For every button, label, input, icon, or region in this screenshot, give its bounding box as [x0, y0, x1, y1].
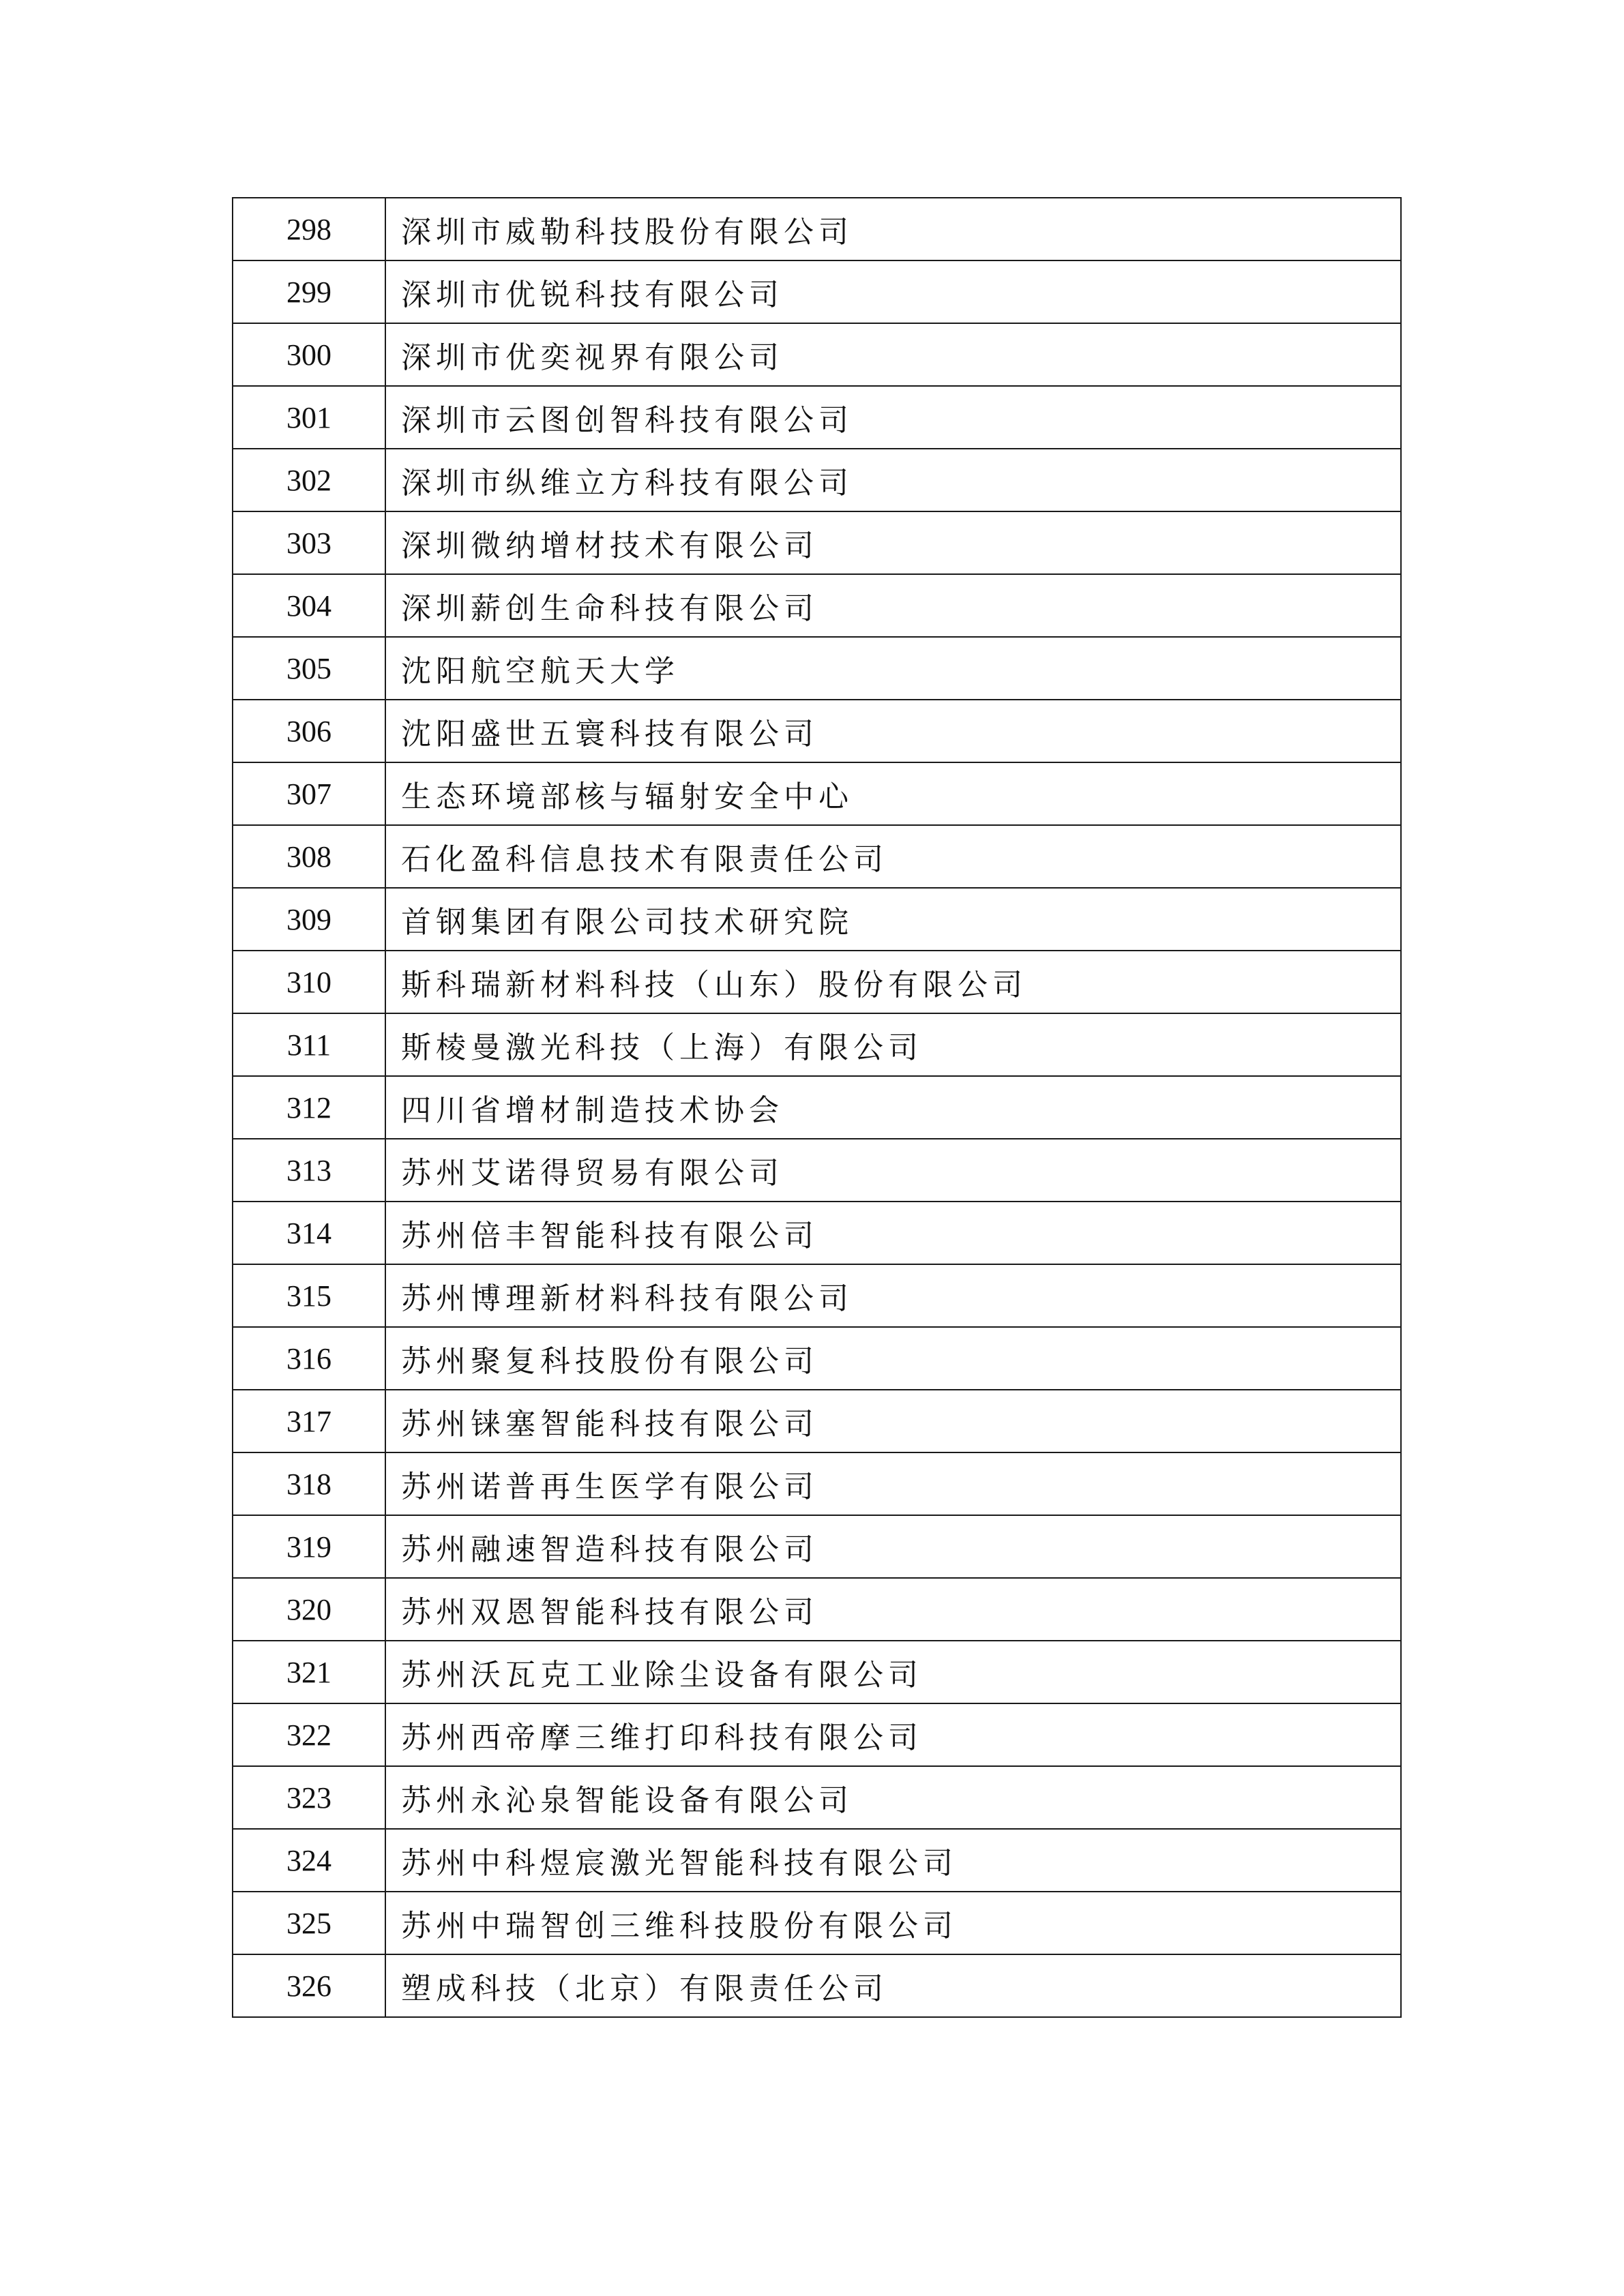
table-row — [233, 1892, 1401, 1954]
row-number: 310 — [233, 951, 385, 1013]
organization-name: 首钢集团有限公司技术研究院 — [385, 888, 1401, 951]
table-row — [233, 762, 1401, 825]
table-body — [233, 198, 1401, 2017]
table-row — [233, 260, 1401, 323]
table-row — [233, 386, 1401, 449]
table-row — [233, 1390, 1401, 1452]
organization-name: 斯科瑞新材料科技（山东）股份有限公司 — [385, 951, 1401, 1013]
row-number: 324 — [233, 1829, 385, 1892]
table-row — [233, 574, 1401, 637]
table-row — [233, 1641, 1401, 1703]
organization-name: 苏州诺普再生医学有限公司 — [385, 1452, 1401, 1515]
table-row — [233, 1829, 1401, 1892]
row-number: 303 — [233, 511, 385, 574]
row-number: 305 — [233, 637, 385, 700]
organization-name: 苏州沃瓦克工业除尘设备有限公司 — [385, 1641, 1401, 1703]
row-number: 316 — [233, 1327, 385, 1390]
table-row — [233, 888, 1401, 951]
table-row — [233, 637, 1401, 700]
table-row — [233, 449, 1401, 511]
row-number: 315 — [233, 1264, 385, 1327]
organization-name: 深圳微纳增材技术有限公司 — [385, 511, 1401, 574]
table-row — [233, 1452, 1401, 1515]
organization-name: 苏州铼塞智能科技有限公司 — [385, 1390, 1401, 1452]
organization-name: 深圳市优锐科技有限公司 — [385, 260, 1401, 323]
table-row — [233, 198, 1401, 260]
row-number: 308 — [233, 825, 385, 888]
row-number: 319 — [233, 1515, 385, 1578]
organization-name: 深圳薪创生命科技有限公司 — [385, 574, 1401, 637]
organization-name: 苏州中科煜宸激光智能科技有限公司 — [385, 1829, 1401, 1892]
table-row — [233, 1076, 1401, 1139]
row-number: 306 — [233, 700, 385, 762]
table-row — [233, 1515, 1401, 1578]
row-number: 313 — [233, 1139, 385, 1202]
organization-name: 苏州艾诺得贸易有限公司 — [385, 1139, 1401, 1202]
row-number: 298 — [233, 198, 385, 260]
row-number: 307 — [233, 762, 385, 825]
organization-name: 四川省增材制造技术协会 — [385, 1076, 1401, 1139]
table-row — [233, 1703, 1401, 1766]
row-number: 322 — [233, 1703, 385, 1766]
table-row — [233, 700, 1401, 762]
organization-name: 沈阳盛世五寰科技有限公司 — [385, 700, 1401, 762]
organization-name: 苏州西帝摩三维打印科技有限公司 — [385, 1703, 1401, 1766]
organization-name: 生态环境部核与辐射安全中心 — [385, 762, 1401, 825]
organization-name: 苏州中瑞智创三维科技股份有限公司 — [385, 1892, 1401, 1954]
organization-name: 塑成科技（北京）有限责任公司 — [385, 1954, 1401, 2017]
row-number: 312 — [233, 1076, 385, 1139]
row-number: 314 — [233, 1202, 385, 1264]
table-row — [233, 1954, 1401, 2017]
table-row — [233, 1013, 1401, 1076]
table-row — [233, 1202, 1401, 1264]
organization-name: 苏州融速智造科技有限公司 — [385, 1515, 1401, 1578]
organization-name: 石化盈科信息技术有限责任公司 — [385, 825, 1401, 888]
organization-name: 沈阳航空航天大学 — [385, 637, 1401, 700]
row-number: 304 — [233, 574, 385, 637]
row-number: 323 — [233, 1766, 385, 1829]
row-number: 300 — [233, 323, 385, 386]
organization-table — [232, 197, 1402, 2018]
organization-name: 深圳市云图创智科技有限公司 — [385, 386, 1401, 449]
organization-name: 斯棱曼激光科技（上海）有限公司 — [385, 1013, 1401, 1076]
organization-name: 深圳市纵维立方科技有限公司 — [385, 449, 1401, 511]
row-number: 321 — [233, 1641, 385, 1703]
row-number: 309 — [233, 888, 385, 951]
row-number: 302 — [233, 449, 385, 511]
organization-name: 深圳市威勒科技股份有限公司 — [385, 198, 1401, 260]
table-row — [233, 1139, 1401, 1202]
table-row — [233, 1327, 1401, 1390]
table-row — [233, 1766, 1401, 1829]
table-row — [233, 323, 1401, 386]
table-row — [233, 1578, 1401, 1641]
row-number: 299 — [233, 260, 385, 323]
row-number: 301 — [233, 386, 385, 449]
organization-name: 苏州博理新材料科技有限公司 — [385, 1264, 1401, 1327]
row-number: 318 — [233, 1452, 385, 1515]
row-number: 320 — [233, 1578, 385, 1641]
organization-name: 苏州聚复科技股份有限公司 — [385, 1327, 1401, 1390]
row-number: 325 — [233, 1892, 385, 1954]
table-row — [233, 951, 1401, 1013]
table-row — [233, 1264, 1401, 1327]
row-number: 311 — [233, 1013, 385, 1076]
organization-name: 深圳市优奕视界有限公司 — [385, 323, 1401, 386]
table-row — [233, 511, 1401, 574]
table-row — [233, 825, 1401, 888]
organization-name: 苏州倍丰智能科技有限公司 — [385, 1202, 1401, 1264]
row-number: 326 — [233, 1954, 385, 2017]
organization-name: 苏州永沁泉智能设备有限公司 — [385, 1766, 1401, 1829]
organization-name: 苏州双恩智能科技有限公司 — [385, 1578, 1401, 1641]
row-number: 317 — [233, 1390, 385, 1452]
